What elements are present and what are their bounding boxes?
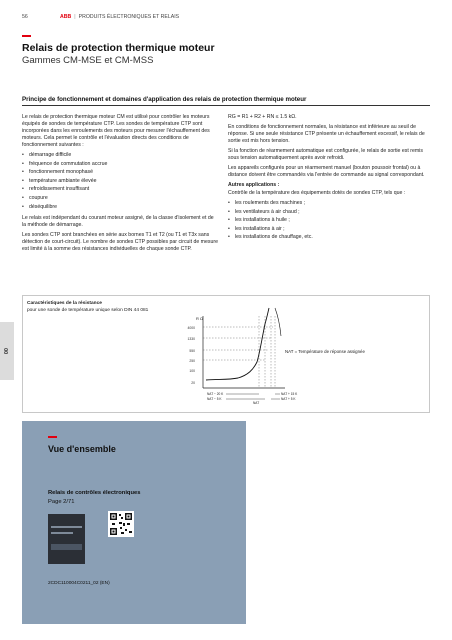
list-item: • refroidissement insuffisant <box>22 186 218 193</box>
list-item: • fréquence de commutation accrue <box>22 161 218 168</box>
list-item: • température ambiante élevée <box>22 178 218 185</box>
page-number: 56 <box>22 14 28 20</box>
section-divider <box>22 105 430 106</box>
title-accent-dash <box>22 35 31 37</box>
y-tick: 4000 <box>187 326 195 330</box>
right-column <box>228 114 430 245</box>
chapter-side-tab <box>0 322 14 380</box>
nat-plus-15-label: NAT + 15 K <box>281 392 298 396</box>
section-heading: Principe de fonctionnement et domaines d'application des relais de protection thermique moteur <box>22 96 307 103</box>
apps-list <box>228 200 430 241</box>
chapter-tab-label: 00 <box>4 347 10 355</box>
header-separator: | <box>74 14 76 20</box>
list-item: • les installations à air ; <box>228 226 430 233</box>
intro-paragraph: Le relais de protection thermique moteur CM est utilisé pour contrôler les moteurs équipés de sondes de température CTP. Les sondes de température CTP sont incorporées dans les enroulements des moteurs pour mesurer l'échauffement des moteurs. Cela permet le contrôle et l'évaluation directs des conditions de fonctionnement suivantes : <box>22 114 210 148</box>
resistance-diagram <box>22 295 430 413</box>
diagram-title: Caractéristiques de la résistance <box>27 301 102 306</box>
nat-plus-5-label: NAT + 5 K <box>281 397 296 401</box>
normal-operation-paragraph: En conditions de fonctionnement normales, la résistance est inférieure au seuil de réponse. Si une seule résistance CTP présente un échauffement excessif, le relais de sortie est mis hors tension. <box>228 124 425 144</box>
card-accent-dash <box>48 436 57 438</box>
nat-minus-5-label: NAT − 5 K <box>207 397 222 401</box>
formula: RG = R1 + R2 + RN ≤ 1.5 kΩ. <box>228 114 297 120</box>
brand-logo: ABB <box>60 14 72 20</box>
nat-minus-20-label: NAT − 20 K <box>207 392 224 396</box>
card-page-ref: Page 2/71 <box>48 499 75 505</box>
y-tick: 550 <box>189 349 195 353</box>
left-column <box>22 114 218 256</box>
diagram-subtitle: pour une sonde de température unique selon DIN 44 081 <box>27 308 149 313</box>
list-item: • démarrage difficile <box>22 152 218 159</box>
y-tick: 1330 <box>187 337 195 341</box>
list-item: • les installations de chauffage, etc. <box>228 234 430 241</box>
list-item: • coupure <box>22 195 218 202</box>
list-item: • les ventilateurs à air chaud ; <box>228 209 430 216</box>
document-code: 2CDC110004C0211_02 (EN) <box>48 581 110 586</box>
card-item: Relais de contrôles électroniques <box>48 490 141 496</box>
auto-reset-paragraph: Si la fonction de réarmement automatique est configurée, le relais de sortie est remis sous tension automatiquement après avoir refroidi. <box>228 148 423 161</box>
y-axis-label: R Ω <box>196 316 203 321</box>
series-paragraph: Les sondes CTP sont branchées en série aux bornes T1 et T2 (ou T1 et T3x sans détection de court-circuit). Le nombre de sondes CTP possibles par circuit de mesure est limité à la somme des résistances individuelles de chaque sonde CTP. <box>22 231 218 252</box>
y-tick: 250 <box>189 359 195 363</box>
independence-paragraph: Le relais est indépendant du courant moteur assigné, de la classe d'isolement et de la méthode de démarrage. <box>22 214 214 228</box>
nat-legend: NAT = Température de réponse assignée <box>285 349 365 354</box>
qr-code[interactable] <box>108 511 134 537</box>
header-section: PRODUITS ÉLECTRONIQUES ET RELAIS <box>78 14 180 20</box>
list-item: • déséquilibre <box>22 204 218 211</box>
y-tick: 100 <box>189 369 195 373</box>
list-item: • les roulements des machines ; <box>228 200 430 207</box>
y-tick: 20 <box>191 381 195 385</box>
apps-heading: Autres applications : <box>228 182 280 188</box>
card-title: Vue d'ensemble <box>48 444 116 454</box>
manual-reset-paragraph: Les appareils configurés pour un réarmement manuel (bouton poussoir frontal) ou à distance doivent être commandés via l'entrée de commande au signal correspondant. <box>228 165 425 178</box>
tolerance-curve <box>275 308 281 336</box>
catalog-cover-image <box>48 514 85 564</box>
page-title: Relais de protection thermique moteur <box>22 42 215 54</box>
resistance-curve-svg <box>23 296 431 414</box>
overview-card[interactable] <box>22 421 246 624</box>
list-item: • fonctionnement monophasé <box>22 169 218 176</box>
list-item: • les installations à huile ; <box>228 217 430 224</box>
page-subtitle: Gammes CM-MSE et CM-MSS <box>22 55 154 66</box>
conditions-list <box>22 152 218 211</box>
apps-intro: Contrôle de la température des équipements dotés de sondes CTP, tels que : <box>228 190 406 196</box>
characteristic-curve <box>206 308 269 380</box>
nat-tick-label: NAT <box>253 401 260 405</box>
page-header <box>22 12 179 22</box>
